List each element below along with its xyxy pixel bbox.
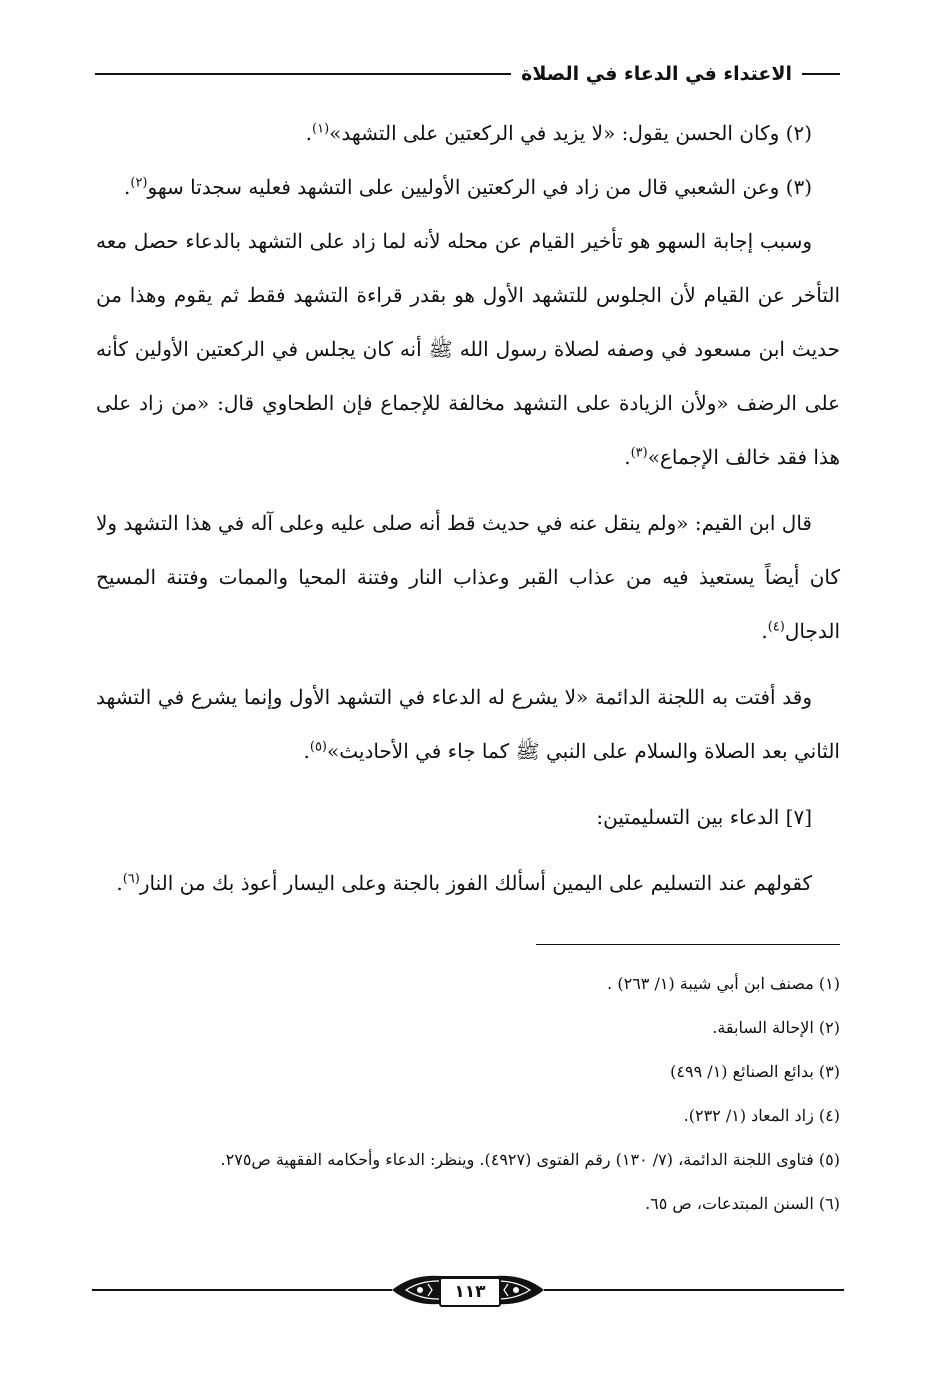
footnote: (٣) بدائع الصنائع (١/ ٤٩٩) [670, 1062, 840, 1081]
main-text [96, 106, 840, 910]
footnote-ref: (٥) [309, 739, 327, 755]
footnote: (٤) زاد المعاد (١/ ٢٣٢). [683, 1106, 840, 1125]
footnote-ref: (٤) [767, 619, 785, 635]
footer-rule-left [92, 1289, 392, 1291]
paragraph: (٣) وعن الشعبي قال من زاد في الركعتين الأوليين على التشهد فعليه سجدتا سهو$^{(٢)}$. [124, 175, 812, 199]
footnote: (٦) السنن المبتدعات، ص ٦٥. [645, 1194, 840, 1213]
footer-rule-right [544, 1289, 844, 1291]
paragraph: وسبب إجابة السهو هو تأخير القيام عن محله لأنه لما زاد على التشهد بالدعاء حصل معه التأخر عن القيام لأن الجلوس للتشهد الأول هو بقدر قراءة التشهد فقط ثم يقوم وهذا من حديث ابن مسعود في وصفه لصلاة رسول الله ﷺ أنه كان يجلس في الركعتين الأولين كأنه على الرضف «ولأن الزيادة على التشهد مخالفة للإجماع فإن الطحاوي قال: «من زاد على هذا فقد خالف الإجماع»$^{(٣)}$. [96, 229, 840, 469]
running-header [95, 56, 840, 92]
footnote-ref: (١) [312, 121, 330, 137]
footnote-ref: (٦) [122, 871, 140, 887]
footnote-ref: (٣) [630, 445, 648, 461]
footnotes [96, 962, 840, 1226]
page-footer [92, 1270, 844, 1310]
header-rule-long [95, 73, 511, 75]
footnote: (٢) الإحالة السابقة. [712, 1018, 840, 1037]
paragraph: كقولهم عند التسليم على اليمين أسألك الفوز بالجنة وعلى اليسار أعوذ بك من النار$^{(٦)}$. [116, 871, 812, 895]
footnote-separator [536, 944, 840, 945]
footnote: (١) مصنف ابن أبي شيبة (١/ ٢٦٣) . [607, 974, 840, 993]
page-number: ١١٣ [439, 1277, 501, 1307]
section-heading: [٧] الدعاء بين التسليمتين: [596, 805, 812, 829]
paragraph: وقد أفتت به اللجنة الدائمة «لا يشرع له الدعاء في التشهد الأول وإنما يشرع في التشهد الثاني بعد الصلاة والسلام على النبي ﷺ كما جاء في الأحاديث»$^{(٥)}$. [96, 685, 840, 763]
footnote-ref: (٢) [130, 175, 148, 191]
running-header-title: الاعتداء في الدعاء في الصلاة [521, 63, 792, 85]
header-rule-short [802, 73, 840, 75]
footnote: (٥) فتاوى اللجنة الدائمة، (٧/ ١٣٠) رقم الفتوى (٤٩٢٧). وينظر: الدعاء وأحكامه الفقهية ص٢٧٥. [220, 1150, 840, 1169]
paragraph: (٢) وكان الحسن يقول: «لا يزيد في الركعتين على التشهد»$^{(١)}$. [305, 121, 812, 145]
paragraph: قال ابن القيم: «ولم ينقل عنه في حديث قط أنه صلى عليه وعلى آله في هذا التشهد ولا كان أيضاً يستعيذ فيه من عذاب القبر وعذاب النار وفتنة المحيا والممات وفتنة المسيح الدجال$^{(٤)}$. [96, 511, 840, 643]
